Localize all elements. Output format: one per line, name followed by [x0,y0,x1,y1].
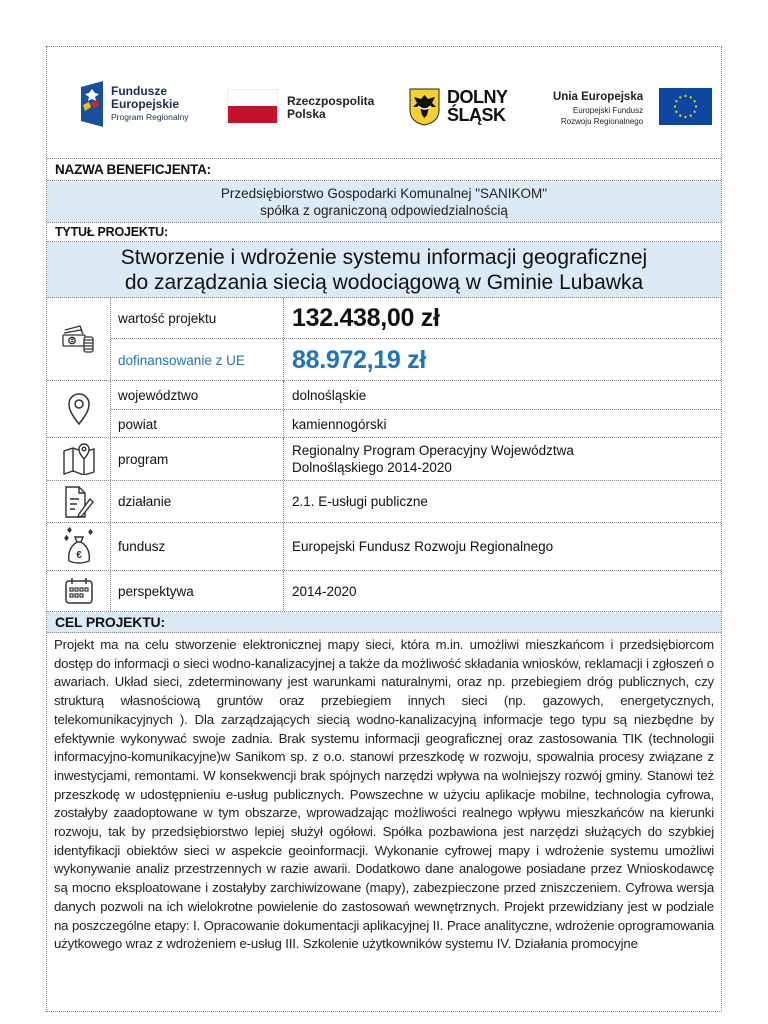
eu-cofinancing-row [111,339,721,381]
perspective-value: 2014-2020 [292,583,357,599]
perspective-row [47,571,721,612]
fe-line1: Fundusze [111,84,167,98]
action-row [47,481,721,523]
fe-text [111,85,188,123]
fund-row [47,523,721,571]
rp-text [287,95,374,121]
beneficiary-name-line1: Przedsiębiorstwo Gospodarki Komunalnej "SANIKOM" [220,185,548,201]
voivodeship-value: dolnośląskie [292,387,367,403]
county-row [111,410,721,438]
fund-value: Europejski Fundusz Rozwoju Regionalnego [292,539,554,554]
action-value: 2.1. E-usługi publiczne [292,494,428,509]
project-value: 132.438,00 zł [292,303,440,332]
program-row [47,438,721,481]
logo-bar [47,47,721,159]
location-pin-icon [47,381,111,437]
project-info-sheet [46,46,722,1012]
ds-text [447,88,508,124]
ue-text [553,90,643,127]
polish-flag-icon [227,89,278,124]
voivodeship-label: województwo [111,381,284,409]
beneficiary-name-line2: spółka z ograniczoną odpowiedzialnością [260,202,508,218]
location-row [47,381,721,438]
rp-line1: Rzeczpospolita [287,94,375,108]
county-label: powiat [111,410,284,438]
ds-line2: ŚLĄSK [447,105,506,125]
map-icon [47,438,111,480]
goal-text: Projekt ma na celu stworzenie elektronicznej mapy sieci, która m.in. umożliwi mieszkańcom i przedsiębiorcom dostęp do informacji o sieci wodno-kanalizacyjnej a także da możliwość składania wniosków, reklamacji i zgłoszeń o awariach. Układ sieci, zdeterminowany jest warunkami naturalnymi, oraz np. przebiegiem dróg publicznych, czy strukturą własnościową gruntów oraz przebiegiem innych sieci (np. gazowych, energetycznych, telekomunikacyjnych ). Dla zarządzających siecią wodno-kanalizacyjną informacje tego typu są niezbędne by efektywnie wykonywać swoje zadnia. Brak systemu informacji geograficznej oraz zastosowania TIK (technologii informacyjno-komunikacyjne)w Sanikom sp. z o.o. stanowi przeszkodę w rozwoju, spowalnia procesy związane z inwestycjami, remontami. W konsekwencji brak spójnych narzędzi wpływa na wolniejszy rozwój gminy. Stanowi też przeszkodę w udostępnieniu e-usług publicznych. Powszechne w użyciu aplikacje mobilne, technologia cyfrowa, zostałyby zaadoptowane w tym obszarze, wprowadzając możliwości realnego wpływu mieszkańców na kierunki rozwoju, tak by przedsiębiorstwo lepiej służył ogółowi. Spółka pozbawiona jest narzędzi służących do szybkiej identyfikacji obiektów sieci w aspekcie geoinformacji. Wykonanie cyfrowej mapy i wdrożenie systemu umożliwi wykonywanie analiz przestrzennych w razie awarii. Dodatkowo dane analogowe posiadane przez Wnioskodawcę są mocno eksploatowane i zostałyby zarchiwizowane (mapy), zabezpieczone przed zniszczeniem. Cyfrowa wersja danych pozwoli na ich wielokrotne powielenie do zastosowań wewnętrznych. Projekt przewidziany jest w podziale na poszczególne etapy: I. Opracowanie dokumentacji aplikacyjnej II. Prace analityczne, wdrożenie oprogramowania użytkowego wraz z wdrożeniem e-usług III. Szkolenie użytkowników systemu IV. Działania promocyjne [54,637,714,952]
project-value-row [111,298,721,339]
fundusze-europejskie-logo [81,81,103,127]
eu-cofinancing-value: 88.972,19 zł [292,345,427,374]
document-edit-icon [47,481,111,522]
calendar-icon [47,571,111,611]
eu-cofinancing-label: dofinansowanie z UE [111,339,284,381]
perspective-label: perspektywa [111,571,284,611]
project-title-line2: do zarządzania siecią wodociągową w Gminie Lubawka [124,270,644,294]
voivodeship-row [111,381,721,410]
ds-line1: DOLNY [447,87,508,107]
rp-line2: Polska [287,107,326,121]
dolny-slask-crest-icon [409,88,440,126]
project-title-line1: Stworzenie i wdrożenie systemu informacji geograficznej [120,245,648,269]
project-title-header: TYTUŁ PROJEKTU: [47,223,721,242]
project-title [47,242,721,298]
ue-line3: Rozwoju Regionalnego [560,117,644,126]
fund-label: fundusz [111,523,284,570]
project-value-label: wartość projektu [111,298,284,338]
program-value [284,438,721,480]
ue-line1: Unia Europejska [553,91,644,103]
goal-body [47,633,721,1011]
action-label: działanie [111,481,284,522]
fe-flag-icon [81,81,103,127]
program-value-line2: Dolnośląskiego 2014-2020 [292,460,452,475]
financing-row [47,298,721,381]
program-value-line1: Regionalny Program Operacyjny Województwa [292,443,574,458]
money-icon [47,298,111,380]
goal-header: CEL PROJEKTU: [47,612,721,633]
beneficiary-header: NAZWA BENEFICJENTA: [47,159,721,181]
ue-line2: Europejski Fundusz [572,106,644,115]
program-label: program [111,438,284,480]
fe-line2: Europejskie [111,97,180,111]
eu-flag-icon [659,88,712,125]
county-value: kamiennogórski [292,416,387,432]
beneficiary-name [47,181,721,223]
money-bag-euro-icon [47,523,111,570]
svg-text:€: € [75,549,82,561]
fe-line3: Program Regionalny [111,112,189,122]
